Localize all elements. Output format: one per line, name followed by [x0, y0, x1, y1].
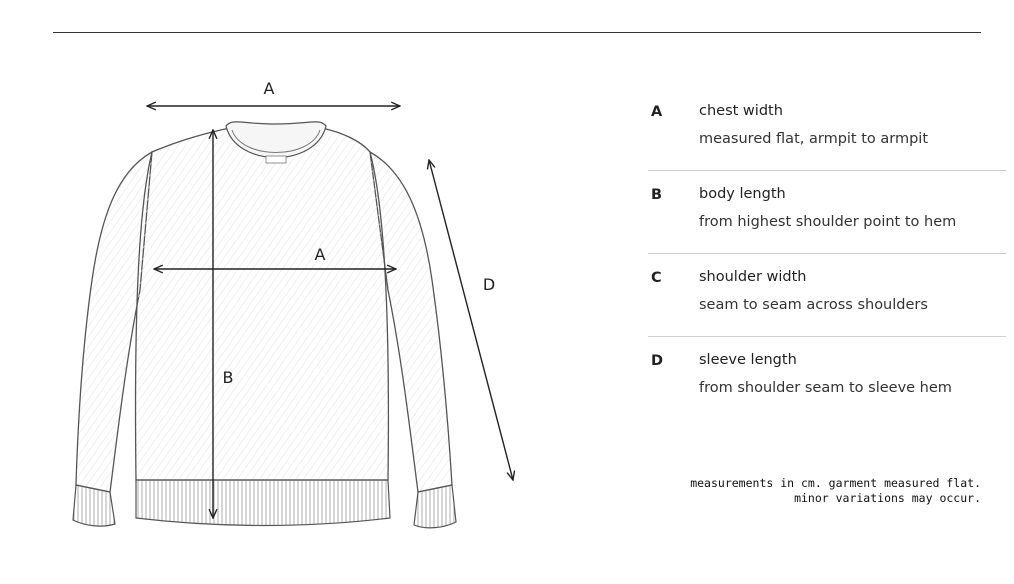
legend-row-shoulder-width — [648, 254, 1006, 337]
sweater-illustration — [40, 60, 560, 560]
legend-description: from highest shoulder point to hem — [699, 214, 957, 230]
legend-name: shoulder width — [699, 269, 807, 285]
sweater-measurement-diagram — [40, 60, 560, 560]
sweater-body — [136, 128, 389, 480]
label-body-b: B — [222, 368, 234, 387]
top-divider — [53, 32, 981, 33]
legend-letter: D — [651, 353, 664, 369]
note-line-2: minor variations may occur. — [794, 491, 981, 505]
note-line-1: measurements in cm. garment measured flat. — [690, 476, 981, 490]
label-top-a: A — [263, 79, 275, 98]
hem-band — [136, 480, 390, 526]
legend-name: body length — [699, 186, 786, 202]
label-chest-a: A — [314, 245, 326, 264]
legend-description: measured flat, armpit to armpit — [699, 131, 929, 147]
left-cuff — [73, 485, 115, 526]
legend-description: from shoulder seam to sleeve hem — [699, 380, 952, 396]
legend-name: sleeve length — [699, 352, 797, 368]
measurement-legend — [648, 88, 1006, 419]
legend-row-body-length — [648, 171, 1006, 254]
legend-name: chest width — [699, 103, 783, 119]
neck-label-tag — [266, 156, 286, 163]
measurement-note — [690, 476, 981, 506]
right-cuff — [414, 485, 456, 528]
label-sleeve-d: D — [482, 275, 496, 294]
legend-letter: A — [651, 104, 663, 120]
legend-description: seam to seam across shoulders — [699, 297, 928, 313]
legend-row-sleeve-length — [648, 337, 1006, 419]
legend-row-chest-width — [648, 88, 1006, 171]
legend-letter: B — [651, 187, 663, 203]
legend-letter: C — [651, 270, 662, 286]
